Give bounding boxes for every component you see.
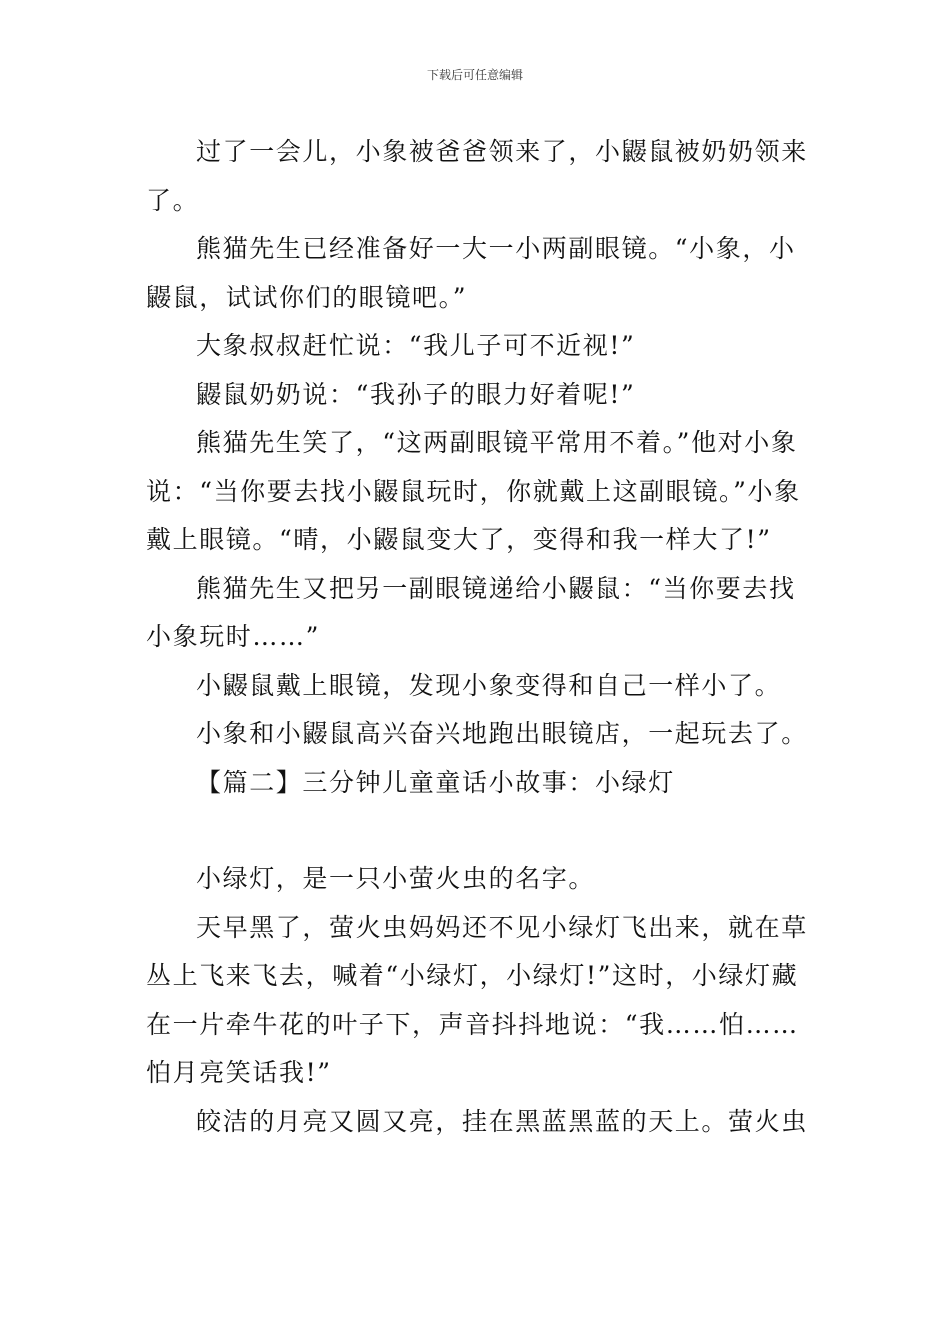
document-body [146,128,810,1146]
paragraph: 熊猫先生笑了，“这两副眼镜平常用不着。”他对小象说：“当你要去找小鼹鼠玩时，你就戴上这副眼镜。”小象戴上眼镜。“晴，小鼹鼠变大了，变得和我一样大了!” [146,428,801,554]
paragraph: 天早黑了，萤火虫妈妈还不见小绿灯飞出来，就在草丛上飞来飞去，喊着“小绿灯，小绿灯!”这时，小绿灯藏在一片牵牛花的叶子下，声音抖抖地说：“我……怕……怕月亮笑话我!” [146,912,808,1087]
paragraph: 熊猫先生已经准备好一大一小两副眼镜。“小象，小鼹鼠，试试你们的眼镜吧。” [146,234,796,312]
page-header: 下载后可任意编辑 [426,68,523,82]
paragraph: 小绿灯，是一只小萤火虫的名字。 [196,864,596,893]
blank-line [146,807,810,855]
paragraph: 过了一会儿，小象被爸爸领来了，小鼹鼠被奶奶领来了。 [146,137,808,215]
paragraph: 鼹鼠奶奶说：“我孙子的眼力好着呢!” [196,379,636,409]
paragraph: 皎洁的月亮又圆又亮，挂在黑蓝黑蓝的天上。萤火虫 [196,1106,808,1136]
paragraph: 小鼹鼠戴上眼镜，发现小象变得和自己一样小了。 [196,670,782,700]
paragraph: 熊猫先生又把另一副眼镜递给小鼹鼠：“当你要去找小象玩时……” [146,573,796,651]
paragraph: 大象叔叔赶忙说：“我儿子可不近视!” [196,331,636,360]
section-heading: 【篇二】三分钟儿童童话小故事：小绿灯 [196,767,675,797]
paragraph: 小象和小鼹鼠高兴奋兴地跑出眼镜店，一起玩去了。 [196,719,808,748]
